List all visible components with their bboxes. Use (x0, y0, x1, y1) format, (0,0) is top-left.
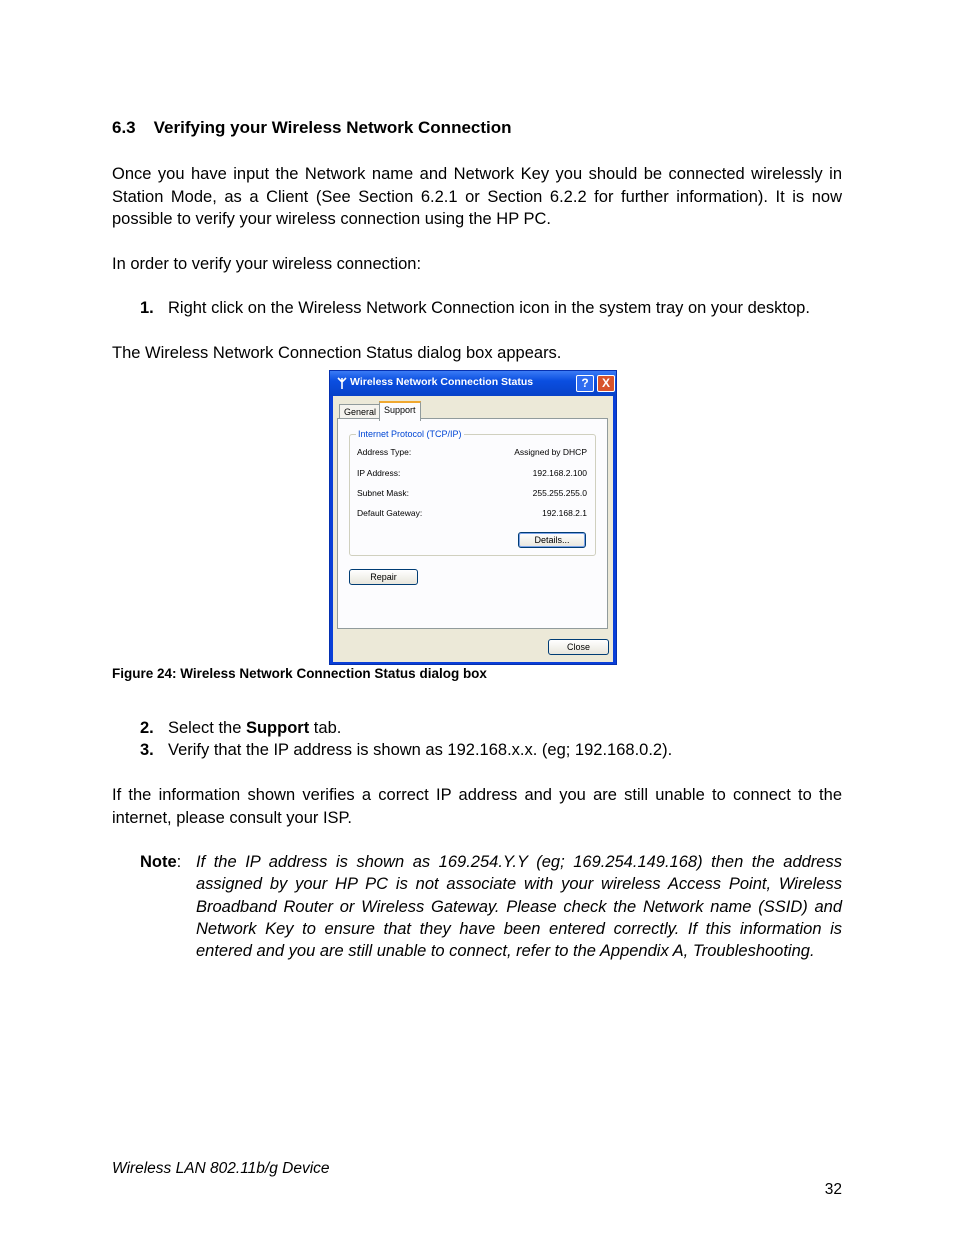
default-gateway-label: Default Gateway: (357, 508, 423, 518)
support-tab-panel (337, 418, 608, 629)
verify-intro: In order to verify your wireless connection: (112, 255, 422, 273)
note-label-wrap (140, 851, 181, 874)
section-title: Verifying your Wireless Network Connection (153, 118, 512, 137)
step-1 (140, 297, 840, 320)
tab-general[interactable]: General (339, 404, 381, 419)
section-heading (112, 118, 512, 138)
step-1-number: 1. (140, 299, 154, 317)
ip-address-value: 192.168.2.100 (532, 468, 587, 478)
dialog-title: Wireless Network Connection Status (350, 376, 534, 388)
step-3-number: 3. (140, 741, 154, 759)
page-number: 32 (824, 1181, 842, 1198)
figure-caption: Figure 24: Wireless Network Connection Status dialog box (112, 666, 487, 681)
step-2-bold: Support (245, 719, 310, 737)
address-type-value: Assigned by DHCP (514, 447, 587, 457)
tab-support[interactable]: Support (379, 401, 421, 421)
address-type-label: Address Type: (357, 447, 412, 457)
step-2-number: 2. (140, 719, 154, 737)
subnet-mask-value: 255.255.255.0 (532, 488, 587, 498)
footer-product: Wireless LAN 802.11b/g Device (112, 1160, 330, 1177)
details-button[interactable]: Details... (518, 532, 586, 548)
repair-button[interactable]: Repair (349, 569, 418, 585)
isp-paragraph: If the information shown verifies a correct IP address and you are still unable to connect to the internet, please consult your ISP. (112, 786, 842, 827)
step-3-text: Verify that the IP address is shown as 192.168.x.x. (eg; 192.168.0.2). (168, 741, 673, 759)
note-colon: : (176, 853, 182, 871)
ip-address-label: IP Address: (357, 468, 401, 478)
dialog-titlebar (330, 371, 616, 396)
close-button[interactable]: Close (548, 639, 609, 655)
default-gateway-value: 192.168.2.1 (542, 508, 587, 518)
subnet-mask-label: Subnet Mask: (357, 488, 409, 498)
wireless-antenna-icon (336, 376, 348, 390)
tcpip-group-label: Internet Protocol (TCP/IP) (358, 429, 462, 439)
dialog-appears-text: The Wireless Network Connection Status dialog box appears. (112, 344, 562, 362)
step-2 (140, 717, 840, 740)
note-text: If the IP address is shown as 169.254.Y.Y (eg; 169.254.149.168) then the address assigned by your HP PC is not associate with your wireless Access Point, Wireless Broadband Router or Wireless Gateway. Please check the Network name (SSID) and Network Key to ensure that they have been entered correctly. If this information is entered and you are still unable to connect, refer to the Appendix A, Troubleshooting. (196, 853, 842, 961)
tcpip-group (349, 429, 596, 556)
note-label: Note (140, 853, 177, 871)
status-dialog (329, 370, 617, 665)
intro-paragraph: Once you have input the Network name and Network Key you should be connected wirelessly in Station Mode, as a Client (See Section 6.2.1 or Section 6.2.2 for further information). It is now possible to verify your wireless connection using the HP PC. (112, 165, 842, 228)
step-2-pre: Select the (168, 719, 246, 737)
section-number: 6.3 (112, 118, 136, 137)
close-window-button[interactable]: X (597, 375, 615, 392)
step-2-post: tab. (309, 719, 342, 737)
step-3 (140, 739, 840, 762)
help-button[interactable]: ? (576, 375, 594, 392)
step-1-text: Right click on the Wireless Network Connection icon in the system tray on your desktop. (168, 299, 810, 317)
dialog-client-area (333, 396, 613, 662)
